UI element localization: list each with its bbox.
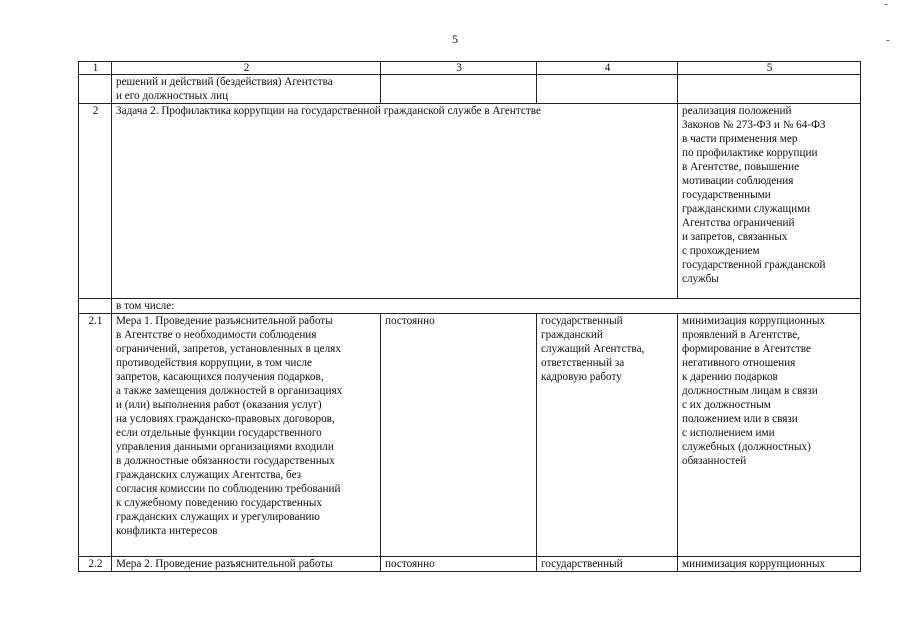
row-executor: государственный	[537, 557, 678, 572]
header-col-1: 1	[79, 62, 112, 75]
row-text: Мера 1. Проведение разъяснительной работы в Агентстве о необходимости соблюдения ограничений, запретов, установленных в целях противодействия коррупции, в том числе запретов, касающихся получения подарков, а также замещения должностей в организациях и (или) выполнения работ (оказания услуг) на условиях гражданско-правовых договоров, если отдельные функции государственного управления данными организациями входили в должностные обязанности государственных гражданских служащих Агентства, без согласия комиссии по соблюдению требований к служебному поведению государственных гражданских служащих и урегулированию конфликта интересов	[112, 314, 381, 557]
row-text: решений и действий (бездействия) Агентства и его должностных лиц	[112, 75, 381, 104]
row-number	[79, 75, 112, 104]
page-number: 5	[452, 32, 458, 46]
row-number: 2.1	[79, 314, 112, 557]
row-number: 2	[79, 104, 112, 299]
table-row	[79, 299, 861, 314]
corner-mark-side: -	[886, 34, 890, 46]
table-row	[79, 75, 861, 104]
row-text: в том числе:	[112, 299, 861, 314]
row-result: минимизация коррупционных проявлений в Агентстве, формирование в Агентстве негативного отношения к дарению подарков должностным лицам в связи с их должностным положением или в связи с исполнением ими служебных (должностных) обязанностей	[678, 314, 861, 557]
row-term	[381, 75, 537, 104]
corner-mark-top: -	[884, 0, 888, 10]
header-col-5: 5	[678, 62, 861, 75]
row-text: Мера 2. Проведение разъяснительной работы	[112, 557, 381, 572]
row-executor: государственный гражданский служащий Агентства, ответственный за кадровую работу	[537, 314, 678, 557]
table-row	[79, 314, 861, 557]
row-executor	[537, 75, 678, 104]
row-result: реализация положений Законов № 273-ФЗ и № 64-ФЗ в части применения мер по профилактике коррупции в Агентстве, повышение мотивации соблюдения государственными гражданскими служащими Агентства ограничений и запретов, связанных с прохождением государственной гражданской службы	[678, 104, 861, 299]
row-number: 2.2	[79, 557, 112, 572]
row-term: постоянно	[381, 314, 537, 557]
header-col-4: 4	[537, 62, 678, 75]
table-row	[79, 104, 861, 299]
table-header-row	[79, 62, 861, 75]
row-result	[678, 75, 861, 104]
table-row	[79, 557, 861, 572]
row-result: минимизация коррупционных	[678, 557, 861, 572]
measures-table	[78, 61, 861, 572]
task-title: Задача 2. Профилактика коррупции на государственной гражданской службе в Агентстве	[112, 104, 678, 299]
header-col-2: 2	[112, 62, 381, 75]
header-col-3: 3	[381, 62, 537, 75]
row-term: постоянно	[381, 557, 537, 572]
row-number	[79, 299, 112, 314]
